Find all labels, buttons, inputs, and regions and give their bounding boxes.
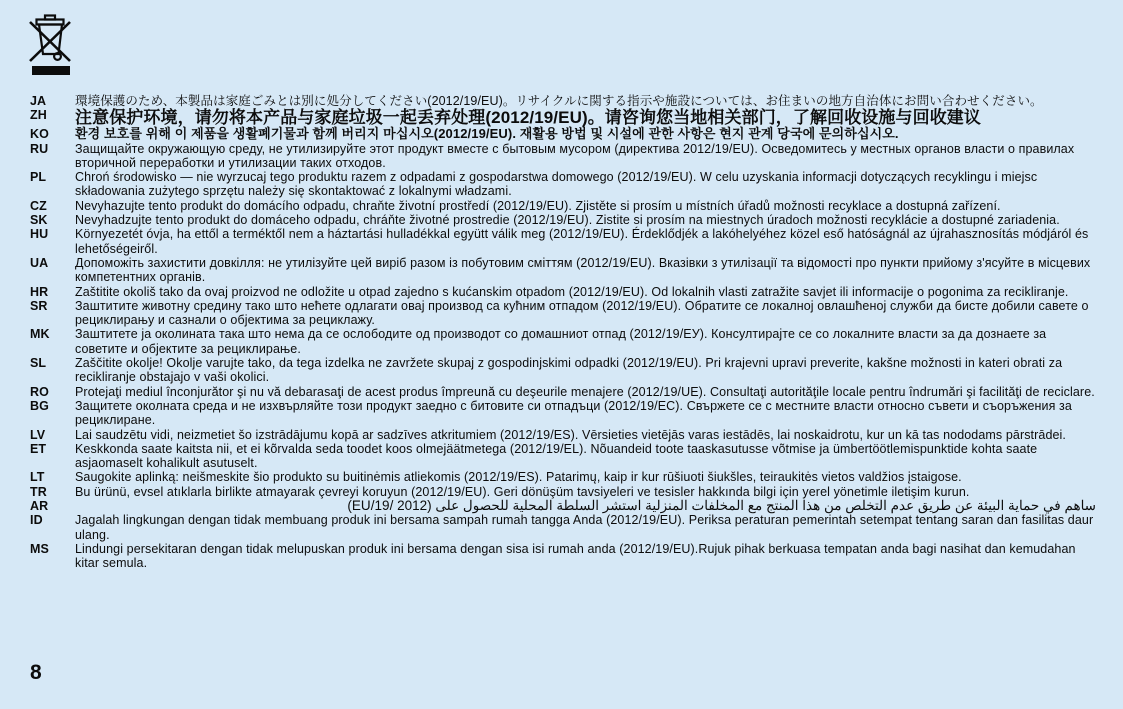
language-code: LT bbox=[30, 470, 45, 485]
notice-text: Допоможіть захистити довкілля: не утилізуйте цей виріб разом із побутовим сміттям (2012/19/EU). Вказівки з утилізації та відомості про пункти прийому з'ясуйте в місцевих компетентних органів. bbox=[75, 255, 1091, 285]
language-code: MK bbox=[30, 327, 50, 342]
notice-text: Заштитите животну средину тако што нећете одлагати овај производ са кућним отпадом (2012/19/EU). Обратите се локалној овлашћеној служби да бисте добили савете о рециклирању и сазнали о објектима за рециклажу. bbox=[75, 298, 1089, 328]
notice-text: Protejaţi mediul înconjurător şi nu vă debarasaţi de acest produs împreună cu deşeurile menajere (2012/19/UE). Consultaţi autorităţile locale pentru îndrumări şi facilităţi de reciclare. bbox=[75, 384, 1095, 399]
notice-text: Keskkonda saate kaitsta nii, et ei kõrvalda seda toodet koos olmejäätmetega (2012/19/EL). Nõuandeid toote taaskasutusse võtmise ja ümbertöötlemispunktide kohta saate asjaomaselt kohalikult asutuselt. bbox=[75, 441, 1038, 471]
notice-row bbox=[30, 485, 1096, 499]
notice-text: Zaščitite okolje! Okolje varujte tako, da tega izdelka ne zavržete skupaj z gospodinjskimi odpadki (2012/19/EU). Pri krajevni upravi preverite, kakšne možnosti in kateri obrati za recikliranje obstajajo v vaši okolici. bbox=[75, 356, 1063, 385]
language-code: SL bbox=[30, 356, 47, 371]
notice-text: Nevyhazujte tento produkt do domácího odpadu, chraňte životní prostředí (2012/19/EU). Zjistěte si prosím u místních úřadů možnosti recyklace a dostupná zařízení. bbox=[75, 198, 1001, 213]
notice-text: Lindungi persekitaran dengan tidak melupuskan produk ini bersama dengan sisa isi rumah anda (2012/19/EU).Rujuk pihak berkuasa tempatan anda bagi nasihat dan kemudahan kitar semula. bbox=[75, 541, 1076, 571]
page-number: 8 bbox=[30, 661, 42, 684]
notice-text: Защитете околната среда и не изхвърляйте този продукт заедно с битовите си отпадъци (2012/19/EC). Свържете се с местните власти относно съвети и съоръжения за рециклиране. bbox=[75, 398, 1072, 428]
language-code: BG bbox=[30, 398, 49, 413]
notice-text: Saugokite aplinką: neišmeskite šio produkto su buitinėmis atliekomis (2012/19/ES). Patarimų, kaip ir kur rūšiuoti šiukšles, teiraukitės vietos valdžios įstaigose. bbox=[75, 470, 962, 485]
language-code: AR bbox=[30, 499, 49, 514]
notice-text: Bu ürünü, evsel atıklarla birlikte atmayarak çevreyi koruyun (2012/19/EU). Geri dönüşüm tavsiyeleri ve tesisler hakkında bilgi için yerel yönetimle iletişim kurun. bbox=[75, 484, 970, 499]
language-code: RU bbox=[30, 141, 49, 156]
notice-row bbox=[30, 285, 1096, 299]
notice-row bbox=[30, 213, 1096, 227]
notice-row bbox=[30, 127, 1096, 141]
notice-row bbox=[30, 170, 1096, 199]
language-code: KO bbox=[30, 127, 49, 142]
language-code: PL bbox=[30, 170, 47, 185]
notice-row bbox=[30, 385, 1096, 399]
notice-text: Заштитете ја околината така што нема да се ослободите од производот со домашниот отпад (2012/19/ЕУ). Консултирајте се со локалните власти за да дознаете за советите и објектите за рециклирање. bbox=[75, 327, 1047, 356]
language-code: LV bbox=[30, 427, 46, 442]
notice-row bbox=[30, 428, 1096, 442]
language-code: TR bbox=[30, 484, 47, 499]
notice-row bbox=[30, 299, 1096, 328]
language-code: HR bbox=[30, 284, 49, 299]
language-code: HU bbox=[30, 227, 49, 242]
notice-text: Защищайте окружающую среду, не утилизируйте этот продукт вместе с бытовым мусором (директива 2012/19/EU). Осведомитесь у местных органов власти о правилах вторичной переработки и утилизации таких отходов. bbox=[75, 141, 1075, 170]
language-code: SK bbox=[30, 213, 48, 228]
notice-row bbox=[30, 513, 1096, 542]
language-code: ET bbox=[30, 441, 47, 456]
notice-row bbox=[30, 108, 1096, 127]
notice-row bbox=[30, 227, 1096, 256]
notice-row bbox=[30, 199, 1096, 213]
notice-row bbox=[30, 327, 1096, 356]
notice-text: Jagalah lingkungan dengan tidak membuang produk ini bersama sampah rumah tangga Anda (2012/19/EU). Periksa peraturan pemerintah setempat tentang saran dan fasilitas daur ulang. bbox=[75, 513, 1094, 542]
notice-text: ساهم في حماية البيئة عن طريق عدم التخلص من هذا المنتج مع المخلفات المنزلية استشر السلطة المحلية للحصول على (2012 /19/EU) bbox=[347, 498, 1096, 514]
language-code: UA bbox=[30, 255, 49, 270]
notice-row bbox=[30, 356, 1096, 385]
notice-text: Lai saudzētu vidi, neizmetiet šo izstrādājumu kopā ar sadzīves atkritumiem (2012/19/ES). Vērsieties vietējās varas iestādēs, lai noskaidrotu, kur un kā tas nododams pārstrādei. bbox=[75, 427, 1066, 442]
notice-row bbox=[30, 399, 1096, 428]
language-code: MS bbox=[30, 541, 49, 556]
notice-text: 환경 보호를 위해 이 제품을 생활폐기물과 함께 버리지 마십시오(2012/19/EU). 재활용 방법 및 시설에 관한 사항은 현지 관계 당국에 문의하십시오. bbox=[75, 126, 899, 142]
notice-row bbox=[30, 256, 1096, 285]
notice-row bbox=[30, 142, 1096, 171]
notice-row bbox=[30, 542, 1096, 571]
notice-text: Zaštitite okoliš tako da ovaj proizvod ne odložite u otpad zajedno s kućanskim otpadom (2012/19/EU). Od lokalnih vlasti zatražite savjet ili informacije o pogonima za recikliranje. bbox=[75, 284, 1069, 299]
language-code: CZ bbox=[30, 198, 47, 213]
notice-list bbox=[30, 94, 1096, 571]
notice-row bbox=[30, 470, 1096, 484]
notice-text: 注意保护环境，请勿将本产品与家庭垃圾一起丢弃处理(2012/19/EU)。请咨询您当地相关部门，了解回收设施与回收建议 bbox=[75, 108, 982, 128]
notice-text: Chroń środowisko — nie wyrzucaj tego produktu razem z odpadami z gospodarstwa domowego (2012/19/EU). W celu uzyskania informacji dotyczących recyklingu i miejsc składowania zużytego sprzętu należy się skontaktować z lokalnymi władzami. bbox=[75, 170, 1038, 199]
weee-crossed-out-wheelie-bin-icon bbox=[28, 13, 74, 82]
notice-row bbox=[30, 442, 1096, 471]
notice-row bbox=[30, 94, 1096, 108]
notice-text: 環境保護のため、本製品は家庭ごみとは別に処分してください(2012/19/EU)。リサイクルに関する指示や施設については、お住まいの地方自治体にお問い合わせください。 bbox=[75, 94, 1043, 108]
notice-text: Nevyhadzujte tento produkt do domáceho odpadu, chráňte životné prostredie (2012/19/EU). Zistite si prosím na miestnych úradoch možnosti recyklácie a dostupné zariadenia. bbox=[75, 213, 1060, 228]
language-code: SR bbox=[30, 298, 48, 313]
language-code: JA bbox=[30, 94, 47, 108]
notice-text: Környezetét óvja, ha ettől a terméktől nem a háztartási hulladékkal együtt válik meg (2012/19/EU). Érdeklődjék a lakóhelyéhez közel eső hatóságnál az újrahasznosítás módjáról és lehetőségeiről. bbox=[75, 227, 1089, 256]
language-code: ID bbox=[30, 513, 43, 528]
notice-row bbox=[30, 499, 1096, 513]
language-code: ZH bbox=[30, 108, 47, 123]
language-code: RO bbox=[30, 384, 49, 399]
